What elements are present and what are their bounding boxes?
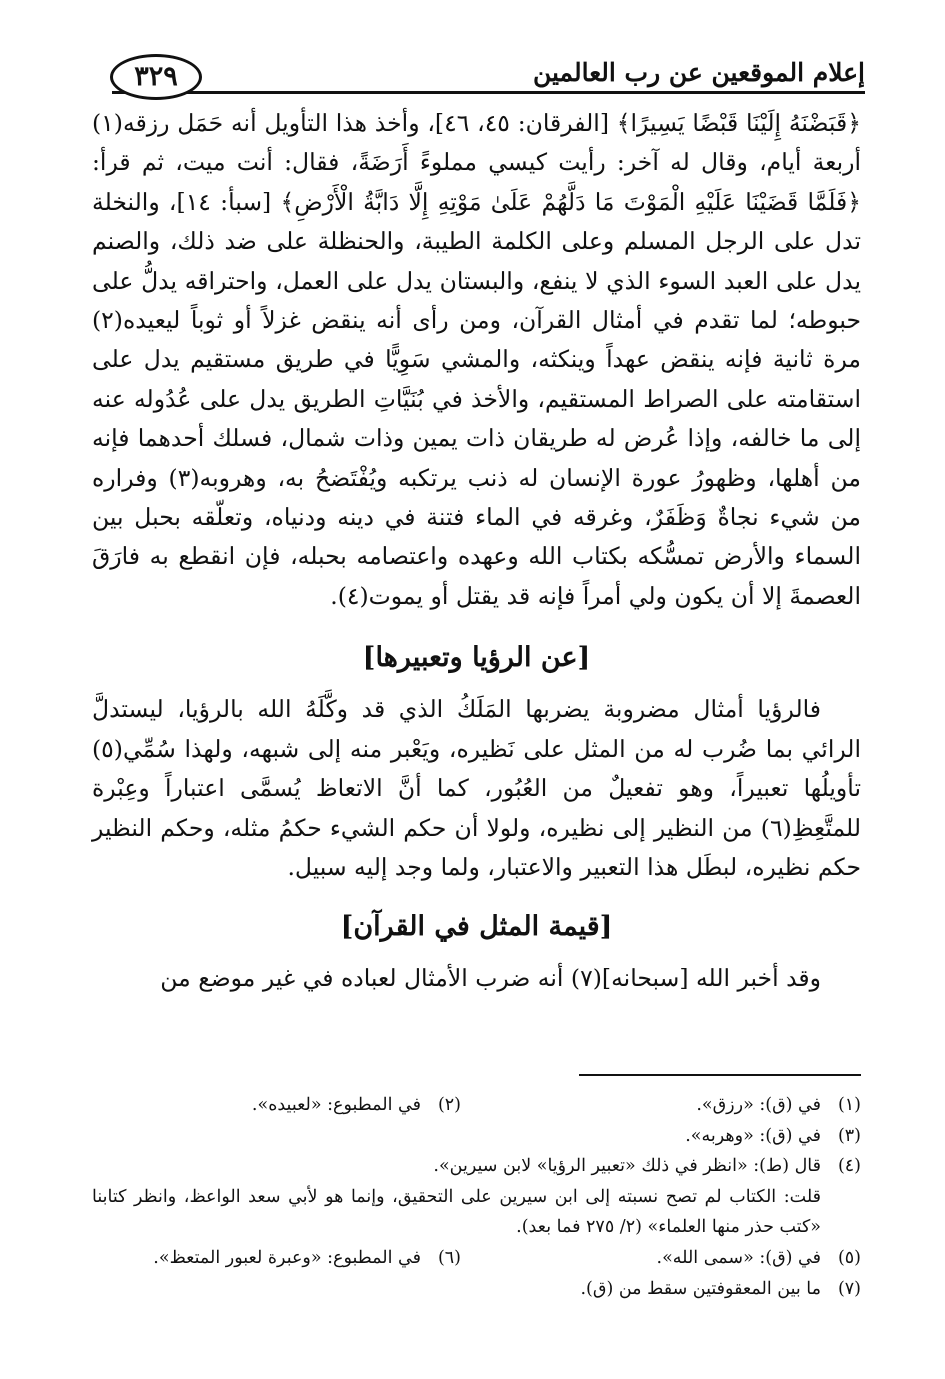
footnote-text: في المطبوع: «وعبرة لعبور المتعظ».	[153, 1247, 421, 1268]
footnote-text: قال (ط): «انظر في ذلك «تعبير الرؤيا» لابن سيرين».	[433, 1156, 821, 1177]
running-header	[112, 56, 865, 94]
section-heading-dreams: [عن الرؤيا وتعبيرها]	[362, 642, 591, 674]
footnote-row	[92, 1274, 861, 1305]
section-heading-parables: [قيمة المثل في القرآن]	[340, 911, 613, 943]
footnote-number: (٤)	[837, 1156, 861, 1177]
footnote-3	[685, 1121, 861, 1152]
footnote-number: (٣)	[837, 1125, 861, 1146]
main-text	[92, 104, 861, 999]
footnote-4-continuation: قلت: الكتاب لم تصح نسبته إلى ابن سيرين على التحقيق، وإنما هو لأبي سعد الواعظ، وانظر كتابنا «كتب حذر منها العلماء» (٢/ ٢٧٥ فما بعد).	[92, 1186, 821, 1238]
footnote-5	[461, 1243, 861, 1274]
footnote-text: في (ق): «رزق».	[696, 1095, 821, 1115]
footnote-number: (٥)	[837, 1247, 861, 1268]
footnote-4	[433, 1151, 861, 1182]
footnote-number: (٧)	[837, 1278, 861, 1299]
footnote-row	[92, 1090, 861, 1121]
footnote-7	[580, 1274, 861, 1305]
footnote-number: (١)	[837, 1095, 861, 1115]
footnote-row	[92, 1121, 861, 1152]
paragraph-parables: وقد أخبر الله [سبحانه](٧) أنه ضرب الأمثال لعباده في غير موضع من	[160, 964, 821, 993]
footnote-text: في (ق): «وهربه».	[685, 1125, 821, 1146]
footnote-row	[92, 1151, 861, 1182]
paragraph-dream-interpretation: فالرؤيا أمثال مضروبة يضربها المَلَكُ الذي قد وكَّلَهُ الله بالرؤيا، ليستدلَّ الرائي بما ضُرب له من المثل على نَظيره، ويَعْبر منه إلى شبهه، ولهذا سُمِّي(٥) تأويلُها تعبيراً، وهو تفعيلٌ من العُبُور، كما أنَّ الاتعاظ يُسمَّى اعتباراً وعِبْرة للمتَّعِظِ(٦) من النظير إلى نظيره، ولولا أن حكم الشيء حكمُ مثله، وحكم النظير حكم نظيره، لبطَل هذا التعبير والاعتبار، ولما وجد إليه سبيل.	[92, 695, 861, 881]
paragraph-dream-symbols: ﴿قَبَضْنَهُ إِلَيْنَا قَبْضًا يَسِيرًا﴾ [الفرقان: ٤٥، ٤٦]، وأخذ هذا التأويل أنه حَمَل رزقه(١) أربعة أيام، وقال له آخر: رأيت كيسي مملوءً أَرَضَةً، فقال: أنت ميت، ثم قرأ: ﴿فَلَمَّا قَضَيْنَا عَلَيْهِ الْمَوْتَ مَا دَلَّهُمْ عَلَىٰ مَوْتِهِ إِلَّا دَابَّةُ الْأَرْضِ﴾ [سبأ: ١٤]، والنخلة تدل على الرجل المسلم وعلى الكلمة الطيبة، والحنظلة على ضد ذلك، والصنم يدل على العبد السوء الذي لا ينفع، والبستان يدل على العمل، واحتراقه يدلُّ على حبوطه؛ لما تقدم في أمثال القرآن، ومن رأى أنه ينقض غزلاً أو ثوباً ليعيده(٢) مرة ثانية فإنه ينقض عهداً وينكثه، والمشي سَوِيًّا في طريق مستقيم يدل على استقامته على الصراط المستقيم، والأخذ في بُنَيَّاتِ الطريق يدل على عُدُوله عنه إلى ما خالفه، وإذا عُرض له طريقان ذات يمين وذات شمال، فسلك أحدهما فإنه من أهلها، وظهورُ عورة الإنسان له ذنب يرتكبه ويُفْتَضحُ به، وهروبه(٣) وفراره من شيء نجاةٌ وَظَفَرٌ، وغرقه في الماء فتنة في دينه ودنياه، وتعلّقه بحبل بين السماء والأرض تمسُّكه بكتاب الله وعهده واعتصامه بحبله، فإن انقطع به فارَقَ العصمةَ إلا أن يكون ولي أمراً فإنه قد يقتل أو يموت(٤).	[92, 109, 862, 610]
footnote-number: (٢)	[437, 1095, 461, 1115]
footnote-row	[92, 1243, 861, 1274]
footnote-number: (٦)	[437, 1247, 461, 1268]
footnote-rule	[579, 1074, 861, 1076]
book-title: إعلام الموقعين عن رب العالمين	[532, 58, 865, 87]
footnote-2	[252, 1090, 461, 1121]
page-number: ٣٢٩	[110, 54, 202, 100]
footnotes	[92, 1090, 861, 1304]
footnote-6	[153, 1243, 461, 1274]
footnote-text: ما بين المعقوفتين سقط من (ق).	[580, 1278, 821, 1299]
footnote-1	[461, 1090, 861, 1121]
footnote-text: في المطبوع: «لعبيده».	[251, 1095, 421, 1115]
header-rule	[112, 91, 865, 94]
footnote-text: في (ق): «سمى الله».	[656, 1247, 821, 1268]
